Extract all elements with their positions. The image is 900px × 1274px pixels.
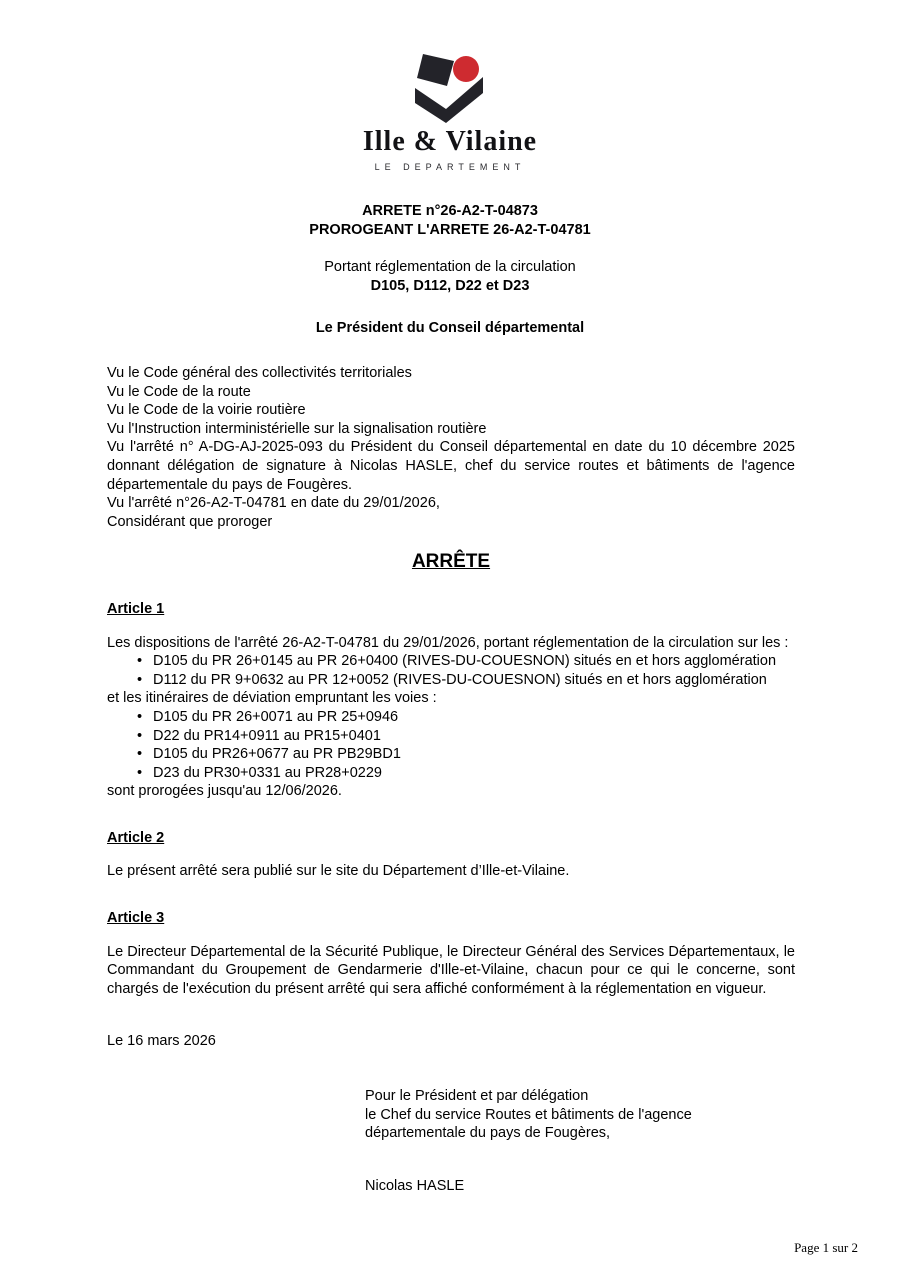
page-footer: Page 1 sur 2 [794,1240,858,1255]
bullet-icon [137,652,153,671]
ille-vilaine-logo-icon [375,52,525,124]
article-2-heading: Article 2 [107,829,165,846]
bullet-icon [137,727,153,746]
road-list-item [137,652,795,671]
deviation-list-item-text: D105 du PR26+0677 au PR PB29BD1 [153,746,401,763]
visa-line: Vu le Code de la voirie routière [107,402,306,419]
article-3-body: Le Directeur Départemental de la Sécurité Publique, le Directeur Général des Services Départementaux, le Commandant du Groupement de Gendarmerie d'Ille-et-Vilaine, chacun pour ce qui le concerne, sont chargés de l'exécution du présent arrêté qui sera affiché conformément à la réglementation en vigueur. [107,943,795,997]
date-line: Le 16 mars 2026 [107,1033,216,1050]
signature-block [365,1087,757,1195]
title-line-2: PROROGEANT L'ARRETE 26-A2-T-04781 [309,222,591,238]
road-list-item-text: D105 du PR 26+0145 au PR 26+0400 (RIVES-DU-COUESNON) situés en et hors agglomération [153,653,777,670]
article-1-middle: et les itinéraires de déviation empruntant les voies : [107,690,437,707]
deviation-list-item [137,764,795,783]
deviation-list-item-text: D22 du PR14+0911 au PR15+0401 [153,727,381,744]
logo-department-label: LE DEPARTEMENT [374,162,526,172]
road-list-item-text: D112 du PR 9+0632 au PR 12+0052 (RIVES-DU-COUESNON) situés en et hors agglomération [153,671,767,688]
bullet-icon [137,708,153,727]
road-list-item [137,671,795,690]
deviation-list-item [137,745,795,764]
article-1-heading: Article 1 [107,600,165,617]
authority-line: Le Président du Conseil départemental [315,320,585,336]
deviation-list-item-text: D105 du PR 26+0071 au PR 25+0946 [153,708,399,725]
bullet-icon [137,671,153,690]
visa-line: Vu l'arrêté n° A-DG-AJ-2025-093 du Président du Conseil départemental en date du 10 décembre 2025 donnant délégation de signature à Nicolas HASLE, chef du service routes et bâtiments de l'agence départementale du pays de Fougères. [107,439,795,493]
subject-line-1: Portant réglementation de la circulation [324,259,576,275]
visa-line: Vu l'Instruction interministérielle sur la signalisation routière [107,420,487,437]
deviation-list-item-text: D23 du PR30+0331 au PR28+0229 [153,764,382,781]
visa-line: Vu le Code de la route [107,383,251,400]
visa-line: Vu l'arrêté n°26-A2-T-04781 en date du 29/01/2026, [107,495,440,512]
article-1-closing: sont prorogées jusqu'au 12/06/2026. [107,783,342,800]
bullet-icon [137,764,153,783]
bullet-icon [137,745,153,764]
signature-line-1: Pour le Président et par délégation [365,1088,589,1105]
signatory-name: Nicolas HASLE [365,1177,465,1194]
visa-line: Vu le Code général des collectivités territoriales [107,365,412,381]
visas-block [107,364,795,531]
decree-heading: ARRÊTE [411,551,491,573]
arrete-subject [0,258,900,296]
article-1-intro: Les dispositions de l'arrêté 26-A2-T-04781 du 29/01/2026, portant réglementation de la circulation sur les : [107,634,789,651]
signature-line-2: le Chef du service Routes et bâtiments de l'agence départementale du pays de Fougères, [365,1106,692,1142]
visa-line: Considérant que proroger [107,513,273,530]
logo-wordmark: Ille & Vilaine [362,126,538,157]
article-2-body: Le présent arrêté sera publié sur le site du Département d’Ille-et-Vilaine. [107,863,570,880]
deviation-list-item [137,708,795,727]
deviation-list-item [137,727,795,746]
arrete-title [0,202,900,240]
article-3-heading: Article 3 [107,910,165,927]
logo-block [0,0,900,172]
title-line-1: ARRETE n°26-A2-T-04873 [362,203,538,219]
subject-line-2: D105, D112, D22 et D23 [370,278,530,294]
document-body [0,364,900,1195]
